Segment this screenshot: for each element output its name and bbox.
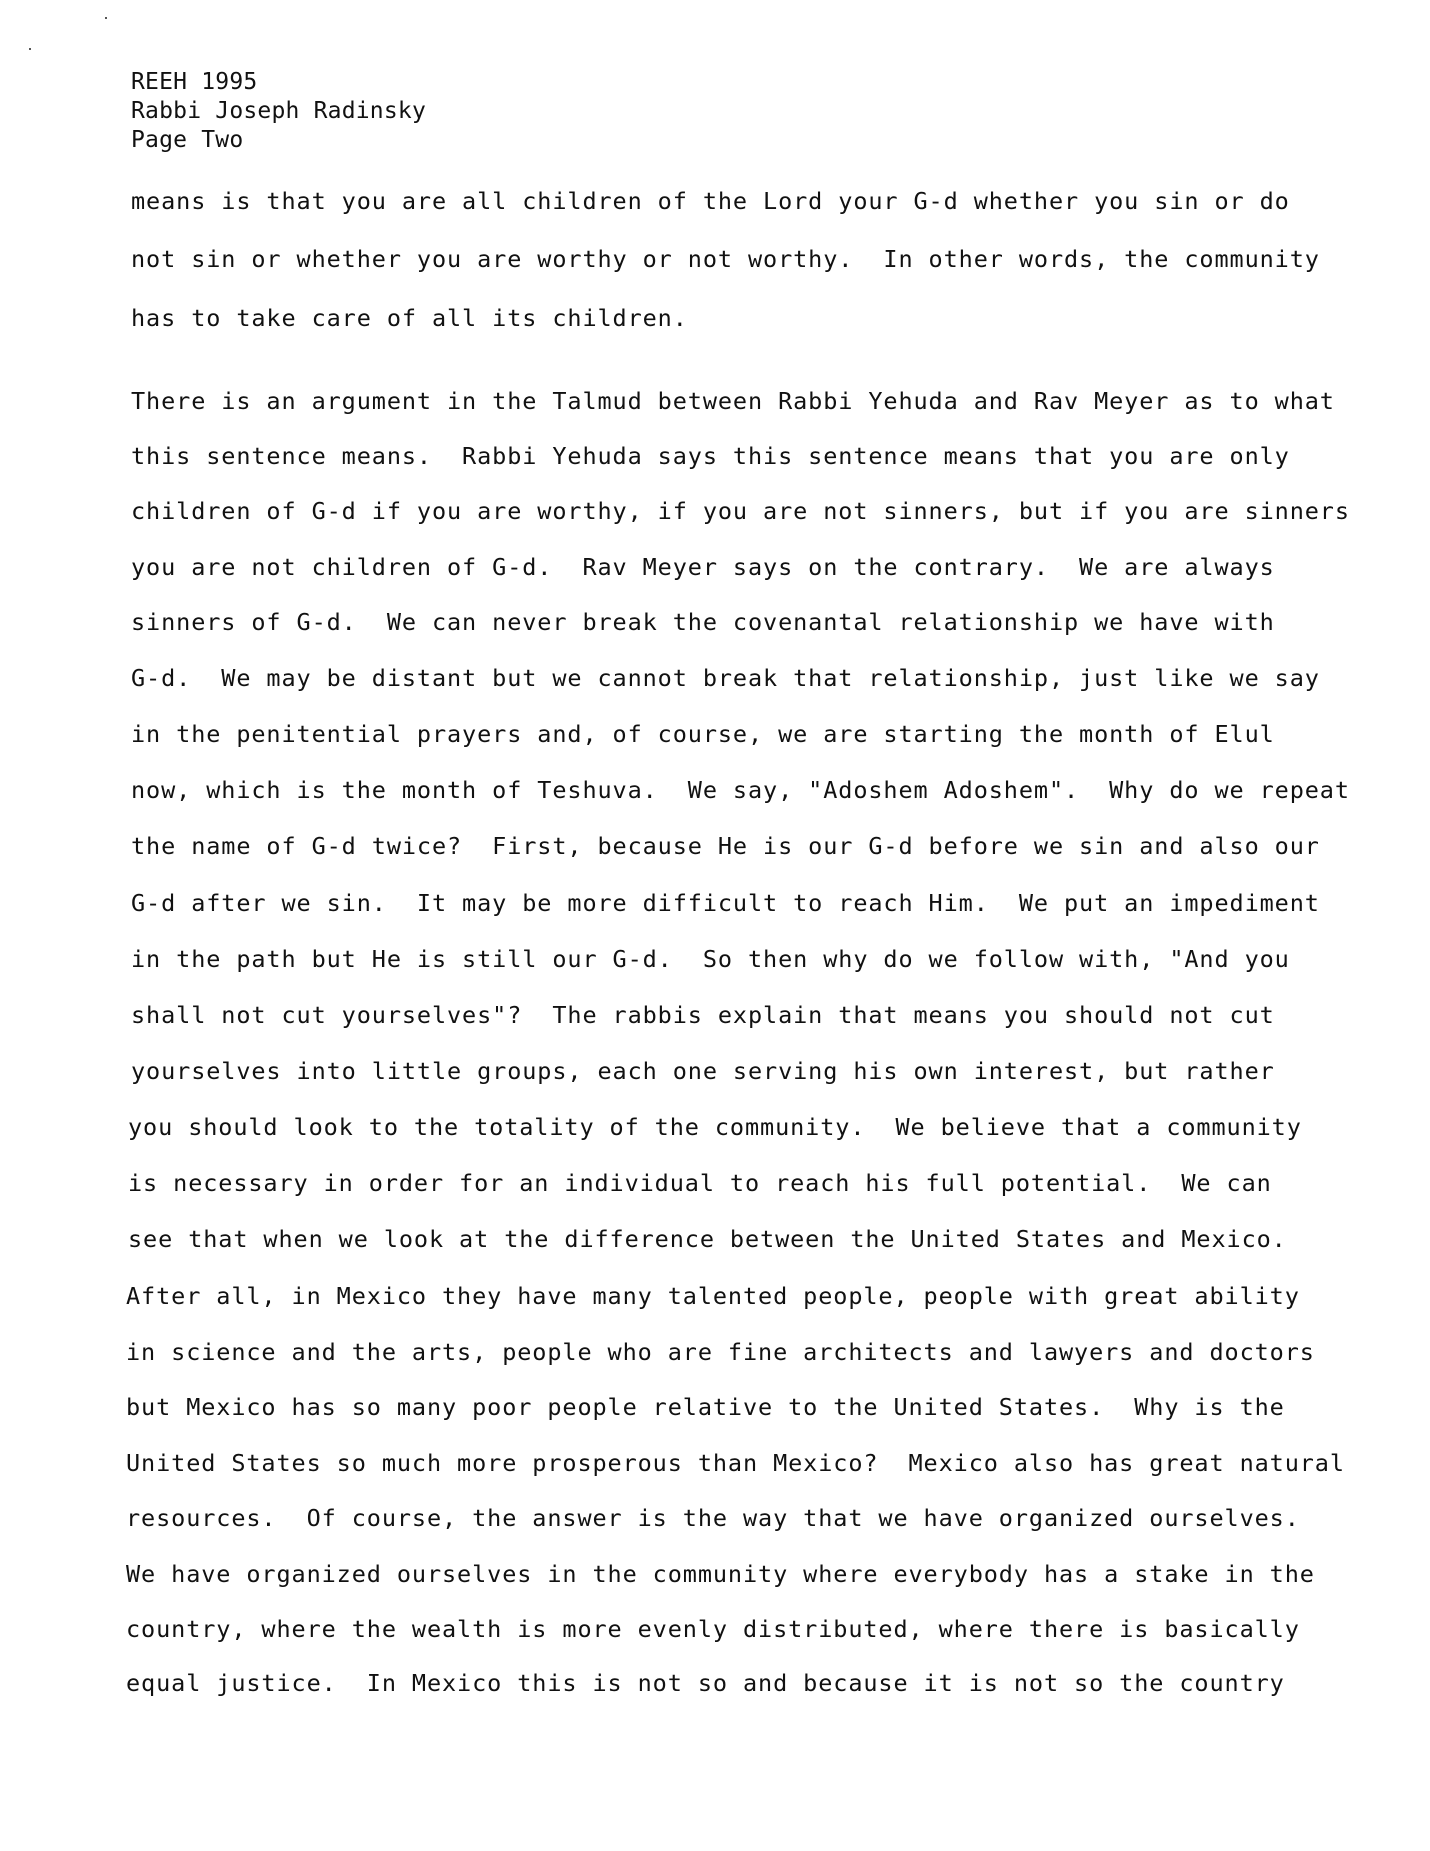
- body-text-line: yourselves into little groups, each one serving his own interest, but rather: [131, 1057, 1275, 1085]
- body-text-line: children of G-d if you are worthy, if you are not sinners, but if you are sinners: [131, 497, 1350, 525]
- body-text-line: is necessary in order for an individual to reach his full potential. We can: [128, 1169, 1272, 1197]
- body-text-line: in the penitential prayers and, of course, we are starting the month of Elul: [131, 720, 1275, 748]
- body-text-line: There is an argument in the Talmud between Rabbi Yehuda and Rav Meyer as to what: [131, 387, 1335, 415]
- body-text-line: not sin or whether you are worthy or not worthy. In other words, the community: [131, 245, 1320, 273]
- body-text-line: equal justice. In Mexico this is not so and because it is not so the country: [126, 1669, 1285, 1697]
- body-text-line: in the path but He is still our G-d. So then why do we follow with, "And you: [131, 945, 1290, 973]
- body-text-line: country, where the wealth is more evenly distributed, where there is basically: [126, 1615, 1300, 1643]
- scan-speck: [105, 17, 107, 19]
- body-text-line: G-d. We may be distant but we cannot break that relationship, just like we say: [131, 664, 1320, 692]
- scan-speck: [29, 48, 31, 50]
- body-text-line: the name of G-d twice? First, because He is our G-d before we sin and also our: [131, 832, 1320, 860]
- body-text-line: resources. Of course, the answer is the way that we have organized ourselves.: [126, 1504, 1300, 1532]
- body-text-line: you should look to the totality of the community. We believe that a community: [128, 1113, 1302, 1141]
- body-text-line: see that when we look at the difference between the United States and Mexico.: [128, 1225, 1287, 1253]
- body-text-line: now, which is the month of Teshuva. We say, "Adoshem Adoshem". Why do we repeat: [131, 776, 1350, 804]
- body-text-line: this sentence means. Rabbi Yehuda says this sentence means that you are only: [131, 442, 1290, 470]
- document-header: [131, 68, 426, 155]
- body-text-line: means is that you are all children of the Lord your G-d whether you sin or do: [131, 187, 1290, 215]
- body-text-line: you are not children of G-d. Rav Meyer says on the contrary. We are always: [131, 553, 1275, 581]
- body-text-line: We have organized ourselves in the community where everybody has a stake in the: [126, 1560, 1315, 1588]
- header-title: REEH 1995: [131, 69, 258, 95]
- body-text-line: After all, in Mexico they have many talented people, people with great ability: [126, 1282, 1300, 1310]
- body-text-line: but Mexico has so many poor people relative to the United States. Why is the: [126, 1393, 1285, 1421]
- header-page-label: Page Two: [131, 127, 244, 153]
- body-text-line: sinners of G-d. We can never break the covenantal relationship we have with: [131, 608, 1275, 636]
- body-text-line: United States so much more prosperous than Mexico? Mexico also has great natural: [126, 1449, 1345, 1477]
- body-text-line: G-d after we sin. It may be more difficult to reach Him. We put an impediment: [131, 889, 1320, 917]
- body-text-line: shall not cut yourselves"? The rabbis explain that means you should not cut: [131, 1001, 1275, 1029]
- body-text-line: in science and the arts, people who are fine architects and lawyers and doctors: [126, 1338, 1315, 1366]
- body-text-line: has to take care of all its children.: [131, 304, 688, 332]
- header-author: Rabbi Joseph Radinsky: [131, 98, 426, 124]
